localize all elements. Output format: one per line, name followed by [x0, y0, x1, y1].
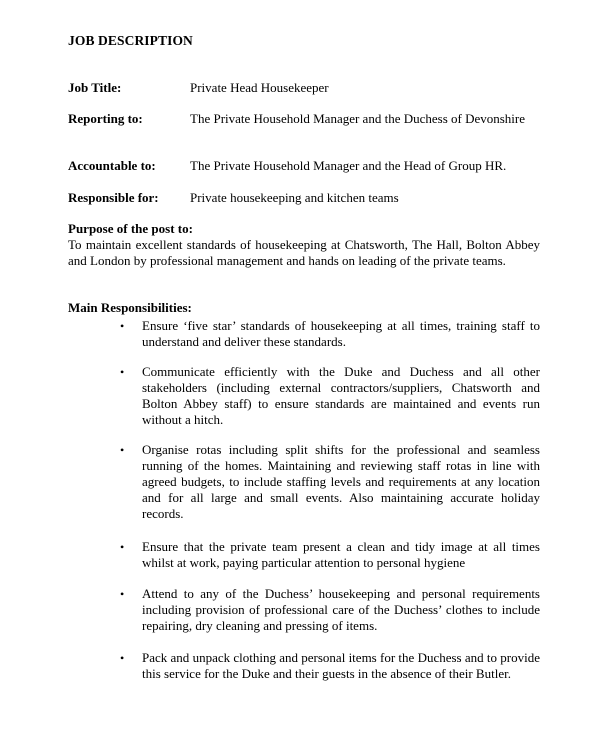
- responsibility-text: Ensure ‘five star’ standards of housekeeping at all times, training staff to understand and deliver these standards.: [142, 318, 540, 349]
- bullet-icon: •: [120, 651, 125, 665]
- accountable-to-label: Accountable to:: [68, 158, 156, 173]
- responsibility-text: Ensure that the private team present a clean and tidy image at all times whilst at work, paying particular attention to personal hygiene: [142, 539, 540, 570]
- bullet-icon: •: [120, 540, 125, 554]
- bullet-icon: •: [120, 319, 125, 333]
- job-title-value: Private Head Housekeeper: [190, 80, 329, 95]
- responsibilities-title: Main Responsibilities:: [68, 300, 192, 315]
- reporting-to-label: Reporting to:: [68, 111, 143, 126]
- job-title-label: Job Title:: [68, 80, 122, 95]
- responsible-for-value: Private housekeeping and kitchen teams: [190, 190, 399, 205]
- responsibility-text: Organise rotas including split shifts for the professional and seamless running of the homes. Maintaining and reviewing staff rotas in line with agreed budgets, to include staffing levels and requirements at any location and for all large and small events. Also maintaining accurate holiday records.: [142, 442, 540, 521]
- responsibility-text: Communicate efficiently with the Duke and Duchess and all other stakeholders (including external contractors/suppliers, Chatsworth and Bolton Abbey staff) to ensure standards are maintained and events run without a hitch.: [142, 364, 540, 427]
- responsibility-text: Pack and unpack clothing and personal items for the Duchess and to provide this service for the Duke and their guests in the absence of their Butler.: [142, 650, 540, 681]
- bullet-icon: •: [120, 365, 125, 379]
- reporting-to-value: The Private Household Manager and the Duchess of Devonshire: [190, 111, 526, 126]
- bullet-icon: •: [120, 443, 125, 457]
- document-heading: JOB DESCRIPTION: [68, 33, 193, 48]
- purpose-text: To maintain excellent standards of housekeeping at Chatsworth, The Hall, Bolton Abbey and London by professional management and hands on leading of the private teams.: [68, 237, 540, 268]
- bullet-icon: •: [120, 587, 125, 601]
- responsible-for-label: Responsible for:: [68, 190, 159, 205]
- purpose-title: Purpose of the post to:: [68, 221, 193, 236]
- responsibility-text: Attend to any of the Duchess’ housekeeping and personal requirements including provision of professional care of the Duchess’ clothes to include repairing, dry cleaning and pressing of items.: [142, 586, 540, 633]
- accountable-to-value: The Private Household Manager and the Head of Group HR.: [190, 158, 507, 173]
